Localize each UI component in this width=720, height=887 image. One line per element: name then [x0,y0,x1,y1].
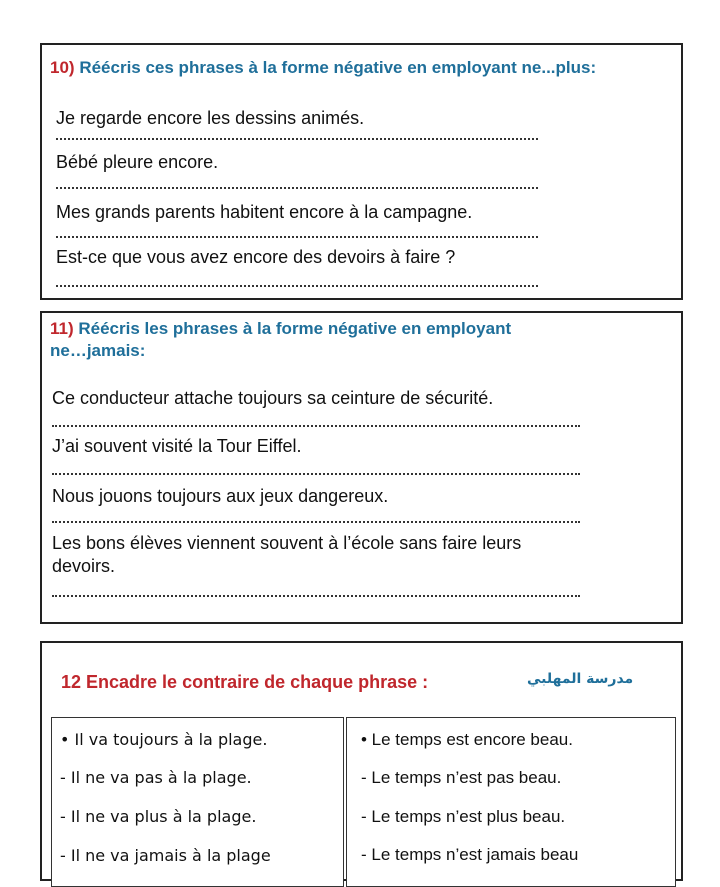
ex10-sentence-2: Bébé pleure encore. [56,152,219,172]
ex10-answer-line-1[interactable] [56,138,538,140]
right-option-1[interactable]: • Le temps est encore beau. [361,730,573,749]
ex11-sentence-4b: devoirs. [52,556,116,576]
ex11-answer-line-4[interactable] [52,595,580,597]
exercise-10-number: 10) [50,58,75,77]
right-options-box [346,717,676,887]
ex10-sentence-1: Je regarde encore les dessins animés. [56,108,365,128]
ex11-sentence-4a: Les bons élèves viennent souvent à l’école sans faire leurs [52,533,522,553]
ex11-sentence-2: J’ai souvent visité la Tour Eiffel. [52,436,302,456]
exercise-11-title [50,319,670,339]
right-option-4[interactable]: - Le temps n’est jamais beau [361,845,579,864]
ex10-answer-line-4[interactable] [56,285,538,287]
left-option-3[interactable]: - Il ne va plus à la plage. [60,807,257,826]
ex10-sentence-3: Mes grands parents habitent encore à la campagne. [56,202,473,222]
right-option-3[interactable]: - Le temps n’est plus beau. [361,807,566,826]
exercise-10-box [40,43,683,300]
exercise-10-instruction: Réécris ces phrases à la forme négative en employant ne...plus: [79,58,597,77]
exercise-12-box [40,641,683,881]
left-options-box [51,717,344,887]
exercise-10-title [50,58,680,78]
exercise-12-title: 12 Encadre le contraire de chaque phrase : [61,672,429,692]
ex11-answer-line-1[interactable] [52,425,580,427]
school-name-arabic: مدرسة المهلبي [527,671,634,687]
exercise-11-number: 11) [50,319,74,338]
exercise-11-instruction-line-1: Réécris les phrases à la forme négative en employant [78,319,512,338]
left-option-2[interactable]: - Il ne va pas à la plage. [60,768,252,787]
ex11-answer-line-3[interactable] [52,521,580,523]
exercise-11-instruction-line-2: ne…jamais: [50,341,146,360]
exercise-11-box [40,311,683,624]
ex11-answer-line-2[interactable] [52,473,580,475]
right-option-2[interactable]: - Le temps n’est pas beau. [361,768,562,787]
ex10-answer-line-2[interactable] [56,187,538,189]
ex10-sentence-4: Est-ce que vous avez encore des devoirs à faire ? [56,247,456,267]
left-option-4[interactable]: - Il ne va jamais à la plage [60,846,271,865]
ex11-sentence-1: Ce conducteur attache toujours sa ceinture de sécurité. [52,388,494,408]
ex10-answer-line-3[interactable] [56,236,538,238]
ex11-sentence-3: Nous jouons toujours aux jeux dangereux. [52,486,389,506]
left-option-1[interactable]: • Il va toujours à la plage. [60,730,268,749]
